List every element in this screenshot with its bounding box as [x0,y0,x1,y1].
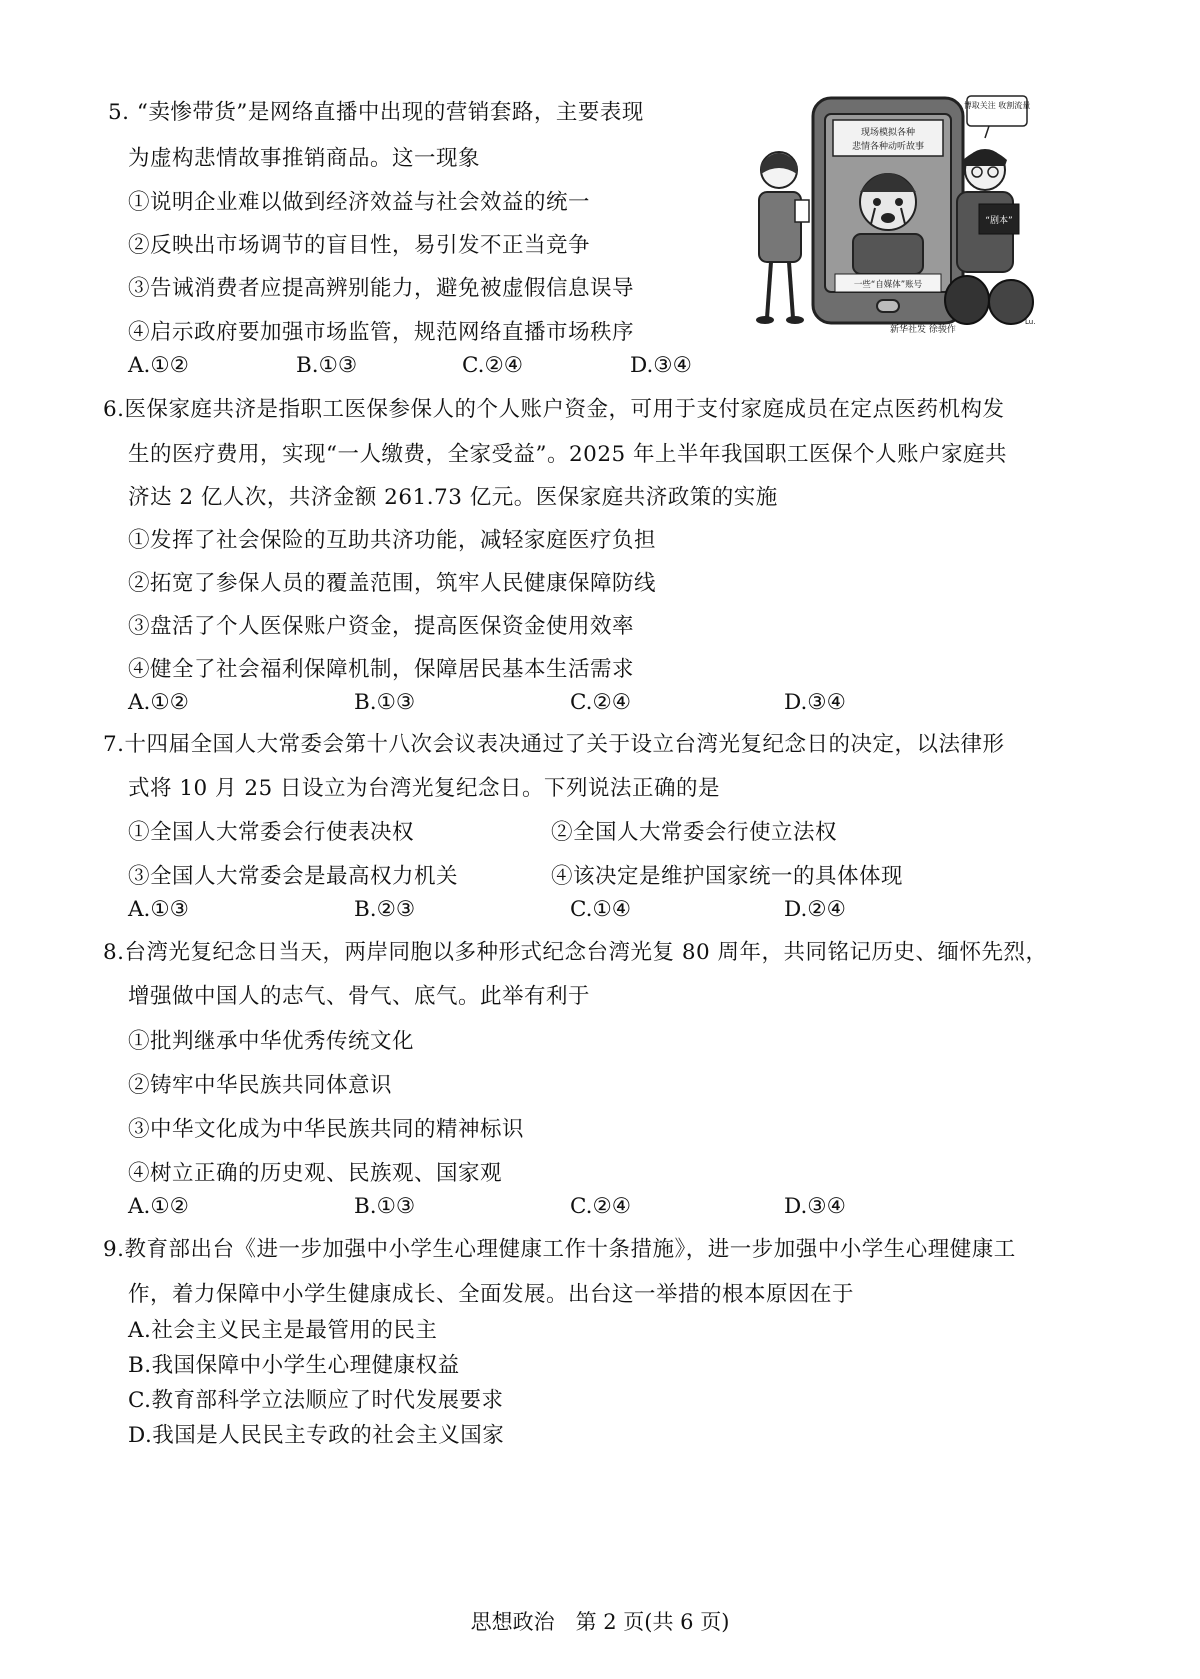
q5-option-c[interactable]: C.②④ [462,353,524,378]
q6-stem-line2: 生的医疗费用，实现“一人缴费，全家受益”。2025 年上半年我国职工医保个人账户家庭共 [128,442,1008,467]
q5-stem-line2: 为虚构悲情故事推销商品。这一现象 [128,146,481,171]
q9-option-b[interactable]: B.我国保障中小学生心理健康权益 [128,1353,460,1378]
q5-statement-3: ③告诫消费者应提高辨别能力，避免被虚假信息误导 [128,276,635,301]
cartoon-caption: 新华社发 徐骏作 [890,325,956,335]
q5-option-b[interactable]: B.①③ [296,353,358,378]
q6-option-d[interactable]: D.③④ [784,690,846,715]
artist-signature: Lu. [1025,318,1036,326]
phone-banner-line1: 现场模拟各种 [860,128,916,138]
q7-statement-4: ④该决定是维护国家统一的具体体现 [551,864,904,889]
q5-option-a[interactable]: A.①② [128,353,189,378]
q7-option-a[interactable]: A.①③ [128,897,189,922]
q6-statement-1: ①发挥了社会保险的互助共济功能，减轻家庭医疗负担 [128,528,657,553]
q6-statement-3: ③盘活了个人医保账户资金，提高医保资金使用效率 [128,614,635,639]
q6-statement-2: ②拓宽了参保人员的覆盖范围，筑牢人民健康保障防线 [128,571,657,596]
q9-stem-line2: 作，着力保障中小学生健康成长、全面发展。出台这一举措的根本原因在于 [128,1282,855,1307]
q8-option-c[interactable]: C.②④ [570,1194,632,1219]
q6-stem-line3: 济达 2 亿人次，共济金额 261.73 亿元。医保家庭共济政策的实施 [128,485,778,510]
q7-stem-line2: 式将 10 月 25 日设立为台湾光复纪念日。下列说法正确的是 [128,776,721,801]
q9-stem-line1: 9.教育部出台《进一步加强中小学生心理健康工作十条措施》，进一步加强中小学生心理健康工 [103,1237,1016,1262]
q8-statement-2: ②铸牢中华民族共同体意识 [128,1073,393,1098]
q6-stem-line1: 6.医保家庭共济是指职工医保参保人的个人账户资金，可用于支付家庭成员在定点医药机构发 [103,397,1005,422]
q7-stem-line1: 7.十四届全国人大常委会第十八次会议表决通过了关于设立台湾光复纪念日的决定，以法律形 [103,732,1005,757]
speech-bubble-text: 博取关注 收割流量 [963,101,1031,110]
q6-option-a[interactable]: A.①② [128,690,189,715]
phone-bottom-label: 一些“自媒体”账号 [853,280,923,290]
q8-statement-3: ③中华文化成为中华民族共同的精神标识 [128,1117,525,1142]
q8-option-b[interactable]: B.①③ [354,1194,416,1219]
q6-option-c[interactable]: C.②④ [570,690,632,715]
q5-statement-4: ④启示政府要加强市场监管，规范网络直播市场秩序 [128,320,635,345]
q6-option-b[interactable]: B.①③ [354,690,416,715]
q8-option-d[interactable]: D.③④ [784,1194,846,1219]
q8-stem-line2: 增强做中国人的志气、骨气、底气。此举有利于 [128,984,591,1009]
q7-statement-3: ③全国人大常委会是最高权力机关 [128,864,459,889]
q8-option-a[interactable]: A.①② [128,1194,189,1219]
q7-option-d[interactable]: D.②④ [784,897,846,922]
q9-option-a[interactable]: A.社会主义民主是最管用的民主 [128,1318,438,1343]
q5-stem-line1: 5. “卖惨带货”是网络直播中出现的营销套路，主要表现 [108,100,644,125]
page-footer: 思想政治 第 2 页(共 6 页) [470,1610,730,1634]
q7-statement-1: ①全国人大常委会行使表决权 [128,820,415,845]
q9-option-c[interactable]: C.教育部科学立法顺应了时代发展要求 [128,1388,504,1413]
q5-statement-1: ①说明企业难以做到经济效益与社会效益的统一 [128,190,591,215]
q8-statement-4: ④树立正确的历史观、民族观、国家观 [128,1161,503,1186]
q5-statement-2: ②反映出市场调节的盲目性，易引发不正当竞争 [128,233,591,258]
script-book-label: “剧本” [985,216,1013,226]
q7-option-b[interactable]: B.②③ [354,897,416,922]
q7-statement-2: ②全国人大常委会行使立法权 [551,820,838,845]
q7-option-c[interactable]: C.①④ [570,897,632,922]
cartoon-illustration [735,92,1045,337]
q8-stem-line1: 8.台湾光复纪念日当天，两岸同胞以多种形式纪念台湾光复 80 周年，共同铭记历史、缅怀先烈， [103,940,1048,965]
q5-option-d[interactable]: D.③④ [630,353,692,378]
q6-statement-4: ④健全了社会福利保障机制，保障居民基本生活需求 [128,657,635,682]
q8-statement-1: ①批判继承中华优秀传统文化 [128,1029,415,1054]
phone-banner-line2: 悲情各种动听故事 [851,142,925,152]
q9-option-d[interactable]: D.我国是人民民主专政的社会主义国家 [128,1423,505,1448]
